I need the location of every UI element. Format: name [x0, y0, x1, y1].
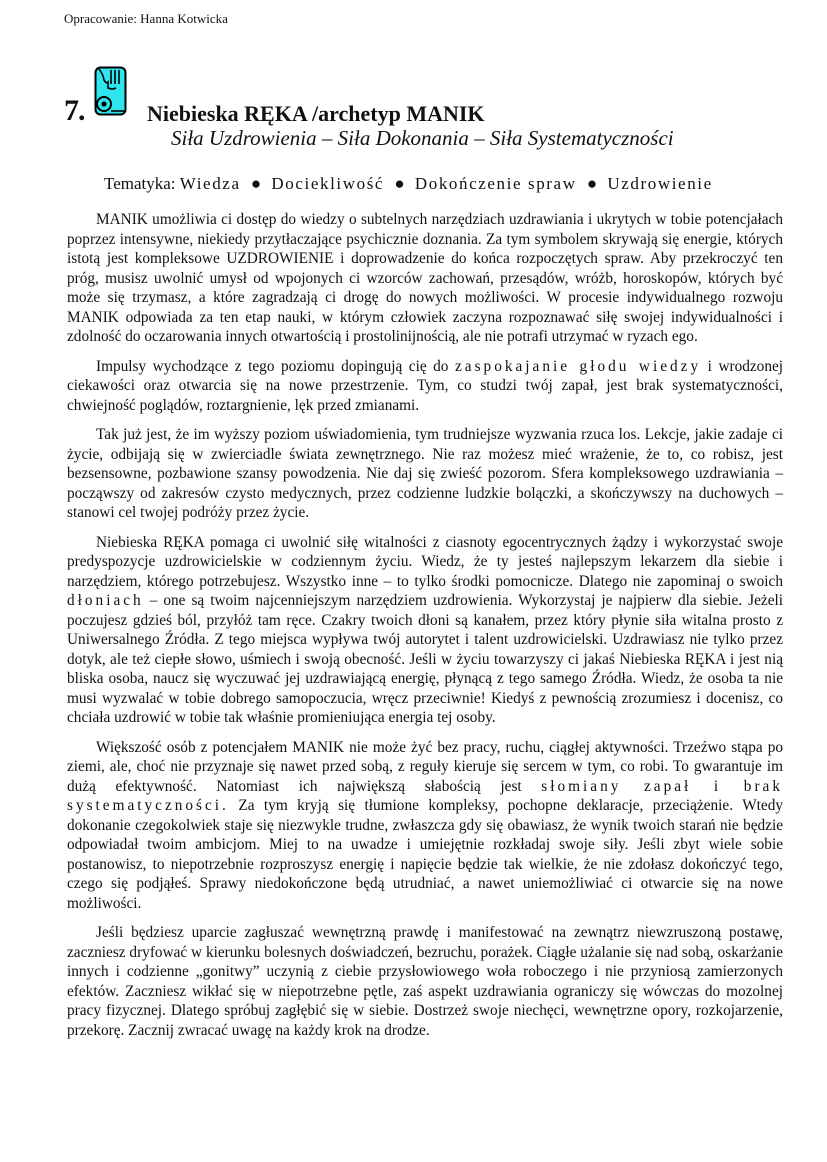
paragraph-text: Impulsy wychodzące z tego poziomu dopingują cię do — [96, 357, 449, 375]
topics-label: Tematyka: — [104, 174, 176, 193]
emphasis-text: słomiany zapał i brak systematyczności. — [67, 777, 783, 814]
paragraph-text: Większość osób z potencjałem MANIK nie może żyć bez pracy, ruchu, ciągłej aktywności. Trzeźwo stąpa po ziemi, ale, choć nie przyznaje się nawet przed sobą, z reguły kieruje się sercem w tym, co robi. To gwarantuje im dużą efektywność. Natomiast ich największą słabością jest — [67, 738, 783, 795]
paragraph — [67, 738, 783, 914]
paragraph-text: – one są twoim najcenniejszym narzędziem uzdrowienia. Wykorzystaj je najpierw dla siebie. Jeżeli poczujesz gdzieś ból, przyłóż tam ręce. Czakry twoich dłoni są kanałem, przez który płynie siła witalna prosto z Uniwersalnego Źródła. Z tego miejsca wypływa twój autorytet i talent uzdrowicielski. Uzdrawiasz nie tylko przez dotyk, ale też ciepłe słowo, uśmiech i swoją obecność. Jeśli w życiu towarzyszy ci jakaś Niebieska RĘKA i jest nią bliska osoba, naucz się wyczuwać jej uzdrawiającą energię, płynącą z tego samego Źródła. Wiedz, że osoba ta nie musi wyzwalać w tobie dobrego samopoczucia, wręcz przeciwnie! Kiedyś z pewnością zrozumiesz i docenisz, co chciała uzdrowić w tobie tak właśnie promieniująca energia tej osoby. — [67, 592, 783, 726]
chapter-subtitle: Siła Uzdrowienia – Siła Dokonania – Siła Systematyczności — [171, 126, 674, 150]
emphasis-text: zaspokajanie głodu wiedzy — [455, 357, 702, 375]
paragraph: MANIK umożliwia ci dostęp do wiedzy o subtelnych narzędziach uzdrawiania i ukrytych w tobie potencjałach poprzez intensywne, niekiedy przytłaczające psychicznie doznania. Za tym symbolem skrywają się energie, których istotą jest kompleksowe UZDROWIENIE i doprowadzenie do końca rozpoczętych spraw. Aby przekroczyć ten próg, musisz uwolnić umysł od wpojonych ci wzorców zachowań, przesądów, wróżb, horoskopów, których być może się trzymasz, a które zagradzają ci drogę do nowych możliwości. W procesie indywidualnego rozwoju MANIK odpowiada za ten etap nauki, w którym człowiek zaczyna rozpoznawać siłę swojej indywidualności i zdolność do oczarowania innych otwartością i prostolinijnością, ale nie potrafi utrzymać w ryzach ego. — [67, 211, 783, 345]
blue-hand-glyph-icon — [94, 66, 127, 116]
topics-line — [104, 174, 713, 194]
bullet-separator: ● — [586, 174, 598, 193]
topic-item: Dociekliwość — [271, 174, 385, 193]
paragraph: Tak już jest, że im wyższy poziom uświadomienia, tym trudniejsze wyzwania rzuca los. Lekcje, jakie zadaje ci życie, odbijają się w zwierciadle świata zewnętrznego. Nie raz możesz mieć wrażenie, że to, co robisz, jest bezsensowne, pozbawione szansy powodzenia. Nie daj się zwieść pozorom. Sfera kompleksowego uzdrawiania – począwszy od zakresów czysto medycznych, przez codzienne ludzkie bolączki, a skończywszy na duchowych – stanowi cel twojej podróży przez życie. — [67, 426, 783, 521]
topic-item: Uzdrowienie — [607, 174, 713, 193]
paragraph-text: Niebieska RĘKA pomaga ci uwolnić siłę witalności z ciasnoty egocentrycznych żądzy i wykorzystać swoje predyspozycje uzdrowicielskie w codziennym życiu. Wiedz, że ty jesteś najlepszym lekarzem dla siebie i narzędziem, którego potrzebujesz. Wszystko inne – to tylko środki pomocnicze. Dlatego nie zapominaj o swoich — [67, 533, 783, 590]
topic-item: Wiedza — [179, 174, 241, 193]
author-credit: Opracowanie: Hanna Kotwicka — [64, 11, 228, 26]
paragraph-text: i wrodzonej ciekawości oraz otwarcia się na nowe przestrzenie. Tym, co studzi twój zapał, jest brak systematyczności, chwiejność poglądów, roztargnienie, lęk przed zmianami. — [67, 357, 784, 414]
emphasis-text: dłoniach — [67, 592, 144, 609]
body-text — [67, 210, 783, 1050]
paragraph-text: Za tym kryją się tłumione kompleksy, pochopne deklaracje, przeciążenie. Wtedy dokonanie czegokolwiek staje się niezwykle trudne, zwłaszcza gdy się obawiasz, że wynik twoich starań nie będzie odpowiadał twoim ambicjom. Miej to na uwadze i umiejętnie rozkładaj swoje siły. Jeśli zbyt wiele sobie postanowisz, to niepotrzebnie rozproszysz energię i napięcie będzie tak wielkie, że nie zdołasz dokończyć tego, czego się podjąłeś. Sprawy niedokończone będą utrudniać, a nawet uniemożliwiać ci otwarcie się na nowe możliwości. — [67, 797, 783, 912]
paragraph: Jeśli będziesz uparcie zagłuszać wewnętrzną prawdę i manifestować na zewnątrz niewzruszoną postawę, zaczniesz dryfować w kierunku bolesnych doświadczeń, bezruchu, porażek. Ciągłe użalanie się nad sobą, oskarżanie innych i codzienne „gonitwy” uczynią z ciebie przysłowiowego woła roboczego i nie przyniosą zamierzonych efektów. Zaczniesz wikłać się w niepotrzebne pętle, zaś aspekt uzdrawiania ograniczy się wówczas do mozolnej pracy fizycznej. Dlatego spróbuj zagłębić się w siebie. Dostrzeż swoje niechęci, wewnętrzne opory, rozkojarzenie, przekorę. Zacznij zwracać uwagę na każdy krok na drodze. — [67, 924, 783, 1039]
bullet-separator: ● — [250, 174, 262, 193]
topic-item: Dokończenie spraw — [414, 174, 577, 193]
paragraph — [67, 533, 783, 728]
chapter-number: 7. — [64, 94, 85, 127]
bullet-separator: ● — [394, 174, 405, 193]
chapter-title: Niebieska RĘKA /archetyp MANIK — [147, 101, 485, 126]
paragraph — [67, 357, 783, 416]
